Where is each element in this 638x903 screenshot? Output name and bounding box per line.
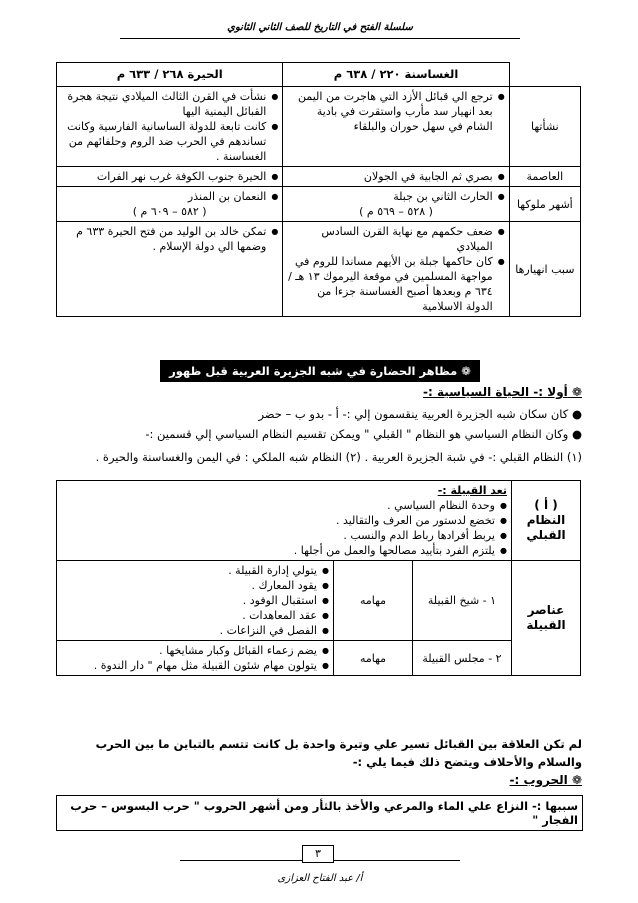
page-number: ٣ bbox=[302, 845, 334, 863]
list-item: ● يضم زعماء القبائل وكبار مشايخها . bbox=[61, 643, 317, 658]
author-credit: أ/ عبد الفتاح العزازى bbox=[277, 873, 363, 884]
council-duties-cell bbox=[57, 641, 334, 676]
table-row bbox=[57, 561, 581, 641]
table-row bbox=[57, 481, 581, 561]
cell-hira bbox=[57, 167, 283, 187]
cell-hira bbox=[57, 87, 283, 167]
list-item: ● النعمان بن المنذر bbox=[61, 189, 266, 204]
tribal-system-table bbox=[56, 480, 581, 676]
paragraph-text: وكان النظام السياسي هو النظام " القبلي " ويمكن تقسيم النظام السياسي إلي قسمين :- bbox=[145, 427, 569, 441]
cell-ghassasina bbox=[283, 187, 509, 222]
kingdoms-table bbox=[56, 62, 581, 317]
banner-text: مظاهر الحضارة في شبه الجزيرة العربية قبل ظهور الإسلام bbox=[169, 364, 458, 400]
list-item: ● نشأت في القرن الثالث الميلادي نتيجة هجرة القبائل اليمنية اليها bbox=[61, 89, 266, 119]
tribe-definition-title: تعد القبيلة :- bbox=[437, 484, 507, 497]
tribal-system-label: ( أ ) النظام القبلي bbox=[512, 481, 581, 561]
council-label: ٢ - مجلس القبيلة bbox=[413, 641, 512, 676]
section-banner bbox=[160, 360, 480, 400]
paragraph: لم تكن العلاقة بين القبائل تسير علي وتيرة واحدة بل كانت تتسم بالتباين ما بين الحرب والسلام والأحلاف ويتضح ذلك فيما يلي :- bbox=[95, 737, 582, 769]
flower-icon: ❁ bbox=[567, 385, 582, 399]
list-item: ● الحارث الثاني بن جبلة bbox=[287, 189, 492, 204]
list-item: ● عقد المعاهدات . bbox=[61, 608, 317, 623]
table-row bbox=[57, 87, 581, 167]
cell-hira bbox=[57, 187, 283, 222]
list-item: ● الحيرة جنوب الكوفة غرب نهر الفرات bbox=[61, 169, 266, 184]
header-rule bbox=[120, 38, 520, 39]
list-item: ● الفصل في النزاعات . bbox=[61, 623, 317, 638]
tribe-definition-cell bbox=[57, 481, 512, 561]
list-item: ● كانت تابعة للدولة الساسانية الفارسية وكانت تساندهم في الحرب ضد الروم وحلفائهم من الغساسنة . bbox=[61, 119, 266, 164]
section-heading bbox=[423, 385, 582, 399]
cell-ghassasina bbox=[283, 87, 509, 167]
wars-heading-text: الحروب :- bbox=[509, 773, 568, 787]
list-item: ● ترجع الي قبائل الأزد التي هاجرت من اليمن بعد انهيار سد مأرب واستقرت في بادية الشام في سهل حوران والبلقاء bbox=[287, 89, 492, 134]
list-item: ● تمكن خالد بن الوليد من فتح الحيرة ٦٣٣ م وضمها الي دولة الإسلام . bbox=[61, 224, 266, 254]
row-label: نشأتها bbox=[509, 87, 580, 167]
list-item: ● يربط أفرادها رباط الدم والنسب . bbox=[61, 528, 495, 543]
empty-corner bbox=[509, 63, 580, 87]
table-row bbox=[57, 167, 581, 187]
wars-box: سببها :- النزاع علي الماء والمرعي والأخذ بالثأر ومن أشهر الحروب " حرب البسوس – حرب الفجار " bbox=[56, 795, 583, 831]
kingdoms-table-header bbox=[57, 63, 581, 87]
list-item: ● وحدة النظام السياسي . bbox=[61, 498, 495, 513]
flower-icon: ❁ bbox=[292, 386, 303, 400]
running-header: سلسلة الفتح في التاريخ للصف الثاني الثانوي bbox=[227, 22, 413, 33]
table-row bbox=[57, 641, 581, 676]
list-item: ● استقبال الوفود . bbox=[61, 593, 317, 608]
list-item: ● يلتزم الفرد بتأييد مصالحها والعمل من أجلها . bbox=[61, 543, 495, 558]
paragraph: (١) النظام القبلي :- في شبة الجزيرة العربية . (٢) النظام شبه الملكي : في اليمن والغساسنة والحيرة . bbox=[95, 450, 582, 464]
cell-ghassasina bbox=[283, 222, 509, 317]
section-heading-text: أولا :- الحياة السياسية :- bbox=[423, 385, 568, 399]
flower-icon: ❁ bbox=[567, 773, 582, 787]
paragraph: ● وكان النظام السياسي هو النظام " القبلي " ويمكن تقسيم النظام السياسي إلي قسمين :- bbox=[145, 427, 582, 441]
list-item: ● يتولي إدارة القبيلة . bbox=[61, 563, 317, 578]
cell-hira bbox=[57, 222, 283, 317]
duties-label: مهامه bbox=[334, 641, 413, 676]
header-hira: الحيرة ٢٦٨ / ٦٣٣ م bbox=[57, 63, 283, 87]
reign-dates: ( ٥٨٢ – ٦٠٩ م ) bbox=[132, 205, 207, 218]
list-item: ● تخضع لدستور من العرف والتقاليد . bbox=[61, 513, 495, 528]
row-label: سبب انهيارها bbox=[509, 222, 580, 317]
list-item: ● كان حاكمها جبلة بن الأيهم مساندا للروم في مواجهة المسلمين في موقعة اليرموك ١٣ هـ / ٦٣٤ م وبعدها أصبح الغساسنة جزءا من الدولة الاسلامية bbox=[287, 254, 492, 314]
wars-heading bbox=[510, 773, 582, 787]
flower-icon: ❁ bbox=[461, 364, 471, 378]
list-item: ● يقود المعارك . bbox=[61, 578, 317, 593]
sheikh-duties-cell bbox=[57, 561, 334, 641]
list-item: ● ضعف حكمهم مع نهاية القرن السادس الميلادي bbox=[287, 224, 492, 254]
header-ghassasina: الغساسنة ٢٢٠ / ٦٣٨ م bbox=[283, 63, 509, 87]
cell-ghassasina bbox=[283, 167, 509, 187]
paragraph-text: كان سكان شبه الجزيرة العربية ينقسمون إلي :- أ - بدو ب – حضر bbox=[258, 407, 569, 421]
row-label: العاصمة bbox=[509, 167, 580, 187]
sheikh-label: ١ - شيخ القبيلة bbox=[413, 561, 512, 641]
tribe-elements-label: عناصر القبيلة bbox=[512, 561, 581, 676]
reign-dates: ( ٥٢٨ – ٥٦٩ م ) bbox=[359, 205, 433, 218]
table-row bbox=[57, 187, 581, 222]
list-item: ● يتولون مهام شئون القبيلة مثل مهام " دار الندوة . bbox=[61, 658, 317, 673]
paragraph: ● كان سكان شبه الجزيرة العربية ينقسمون إلي :- أ - بدو ب – حضر bbox=[258, 407, 582, 421]
table-row bbox=[57, 222, 581, 317]
list-item: ● بصري ثم الجابية في الجولان bbox=[287, 169, 492, 184]
row-label: أشهر ملوكها bbox=[509, 187, 580, 222]
duties-label: مهامه bbox=[334, 561, 413, 641]
